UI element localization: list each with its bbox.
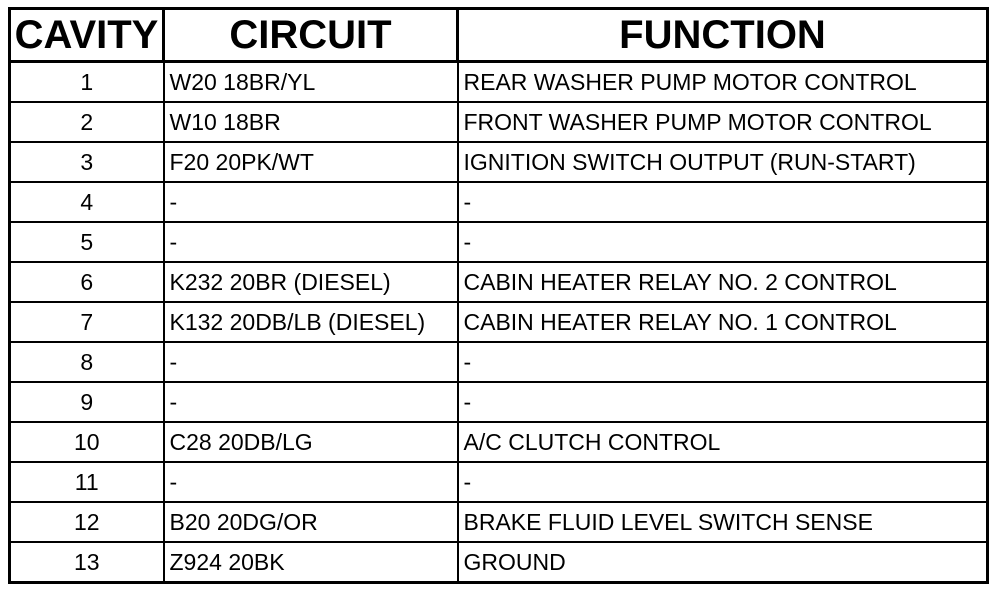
cavity-cell: 2 [10,102,164,142]
function-cell: - [458,382,988,422]
circuit-cell: - [164,382,458,422]
function-cell: CABIN HEATER RELAY NO. 1 CONTROL [458,302,988,342]
function-cell: - [458,222,988,262]
circuit-cell: - [164,342,458,382]
table-header [10,9,988,62]
cavity-cell: 3 [10,142,164,182]
circuit-column-header: CIRCUIT [164,9,458,62]
cavity-cell: 5 [10,222,164,262]
function-cell: GROUND [458,542,988,583]
cavity-cell: 12 [10,502,164,542]
function-cell: FRONT WASHER PUMP MOTOR CONTROL [458,102,988,142]
table-row [10,222,988,262]
table-row [10,422,988,462]
function-cell: REAR WASHER PUMP MOTOR CONTROL [458,62,988,103]
cavity-cell: 11 [10,462,164,502]
table-row [10,462,988,502]
circuit-cell: B20 20DG/OR [164,502,458,542]
function-cell: BRAKE FLUID LEVEL SWITCH SENSE [458,502,988,542]
cavity-column-header: CAVITY [10,9,164,62]
circuit-cell: - [164,222,458,262]
function-cell: A/C CLUTCH CONTROL [458,422,988,462]
table-row [10,382,988,422]
circuit-cell: Z924 20BK [164,542,458,583]
cavity-cell: 7 [10,302,164,342]
table-row [10,102,988,142]
cavity-cell: 9 [10,382,164,422]
table-row [10,182,988,222]
function-cell: - [458,182,988,222]
cavity-cell: 4 [10,182,164,222]
header-row [10,9,988,62]
function-cell: - [458,342,988,382]
cavity-cell: 6 [10,262,164,302]
table-row [10,342,988,382]
circuit-cell: K232 20BR (DIESEL) [164,262,458,302]
table-row [10,502,988,542]
table-row [10,262,988,302]
table-row [10,142,988,182]
function-cell: IGNITION SWITCH OUTPUT (RUN-START) [458,142,988,182]
cavity-cell: 10 [10,422,164,462]
function-cell: - [458,462,988,502]
table-body [10,62,988,583]
table-row [10,302,988,342]
connector-pinout-table [8,7,989,584]
circuit-cell: - [164,182,458,222]
circuit-cell: F20 20PK/WT [164,142,458,182]
circuit-cell: - [164,462,458,502]
circuit-cell: W20 18BR/YL [164,62,458,103]
cavity-cell: 13 [10,542,164,583]
circuit-cell: W10 18BR [164,102,458,142]
table-row [10,62,988,103]
table-row [10,542,988,583]
circuit-cell: C28 20DB/LG [164,422,458,462]
function-column-header: FUNCTION [458,9,988,62]
cavity-cell: 8 [10,342,164,382]
function-cell: CABIN HEATER RELAY NO. 2 CONTROL [458,262,988,302]
cavity-cell: 1 [10,62,164,103]
circuit-cell: K132 20DB/LB (DIESEL) [164,302,458,342]
